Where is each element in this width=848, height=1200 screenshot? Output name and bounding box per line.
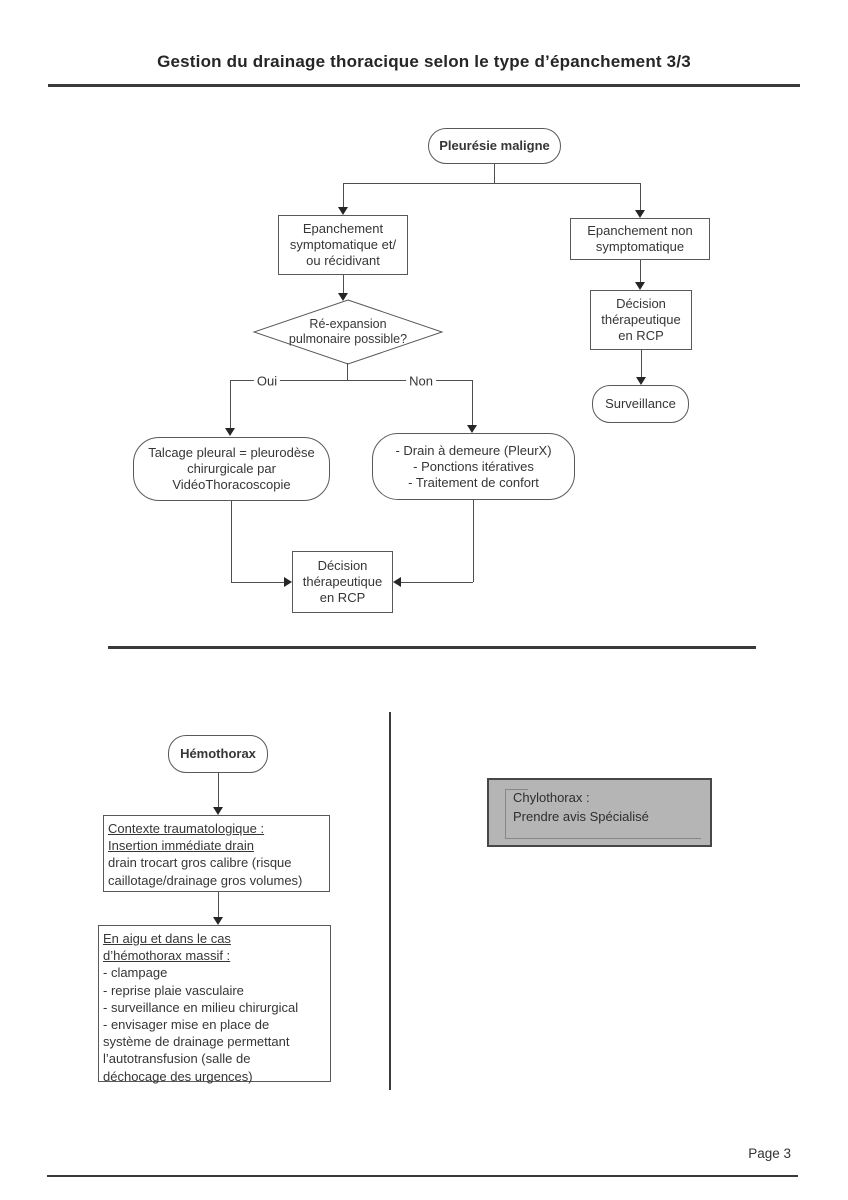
node-label: Pleurésie maligne [439, 138, 550, 153]
connector-line [343, 183, 344, 209]
hemothorax-box-trauma [103, 815, 330, 892]
text-line: drain trocart gros calibre (risque [108, 855, 292, 871]
node-line: Décision [616, 296, 666, 311]
node-talcage [133, 437, 330, 501]
text-line: caillotage/drainage gros volumes) [108, 872, 303, 888]
connector-line [230, 380, 231, 428]
arrowhead [635, 210, 645, 218]
connector-line [472, 380, 473, 426]
text-line: En aigu et dans le cas [103, 931, 231, 946]
hemothorax-box-aigu [98, 925, 331, 1082]
decision-diamond [252, 299, 444, 365]
connector-line [640, 183, 641, 211]
node-line: Ré-expansion [309, 317, 387, 331]
node-decision-rcp-center [292, 551, 393, 613]
node-line: pulmonaire possible? [288, 332, 408, 346]
arrowhead [225, 428, 235, 436]
connector-line [343, 183, 640, 184]
chylothorax-note [487, 778, 712, 847]
text-line: - clampage [103, 965, 168, 981]
arrowhead [467, 425, 477, 433]
decision-text [252, 299, 444, 365]
node-label: Hémothorax [180, 746, 256, 761]
node-line: en RCP [618, 328, 664, 343]
node-line: Epanchement [302, 221, 384, 236]
text-line: Insertion immédiate drain [108, 838, 254, 854]
section-divider [108, 646, 756, 649]
node-line: en RCP [319, 590, 366, 605]
node-hemothorax [168, 735, 268, 773]
footer-rule [47, 1175, 798, 1177]
node-line: Décision [317, 558, 368, 573]
connector-line [231, 582, 286, 583]
node-line: - Ponctions itératives [413, 458, 534, 474]
node-line: - Drain à demeure (PleurX) [395, 442, 552, 458]
title-rule [48, 84, 800, 87]
node-line: VidéoThoracoscopie [172, 477, 291, 492]
connector-line [218, 892, 219, 918]
text-line: Contexte traumatologique : [108, 821, 265, 836]
text-line: - reprise plaie vasculaire [103, 982, 244, 998]
node-decision-rcp-right [590, 290, 692, 350]
chylothorax-text [513, 788, 649, 826]
node-drain-demeure [372, 433, 575, 500]
text-line: l’autotransfusion (salle de [103, 1051, 251, 1067]
arrowhead [338, 207, 348, 215]
connector-line [343, 275, 344, 294]
connector-line [347, 363, 348, 380]
node-line: symptomatique et/ [289, 237, 397, 252]
label-oui: Oui [254, 374, 280, 389]
node-line: ou récidivant [306, 253, 380, 268]
arrowhead [635, 282, 645, 290]
connector-line [400, 582, 473, 583]
page-number: Page 3 [748, 1146, 791, 1161]
connector-line [231, 501, 232, 582]
page-title: Gestion du drainage thoracique selon le type d’épanchement 3/3 [157, 52, 691, 71]
text-line: Chylothorax : [513, 790, 590, 805]
arrowhead [284, 577, 292, 587]
text-line: - envisager mise en place de [103, 1017, 270, 1033]
node-label: Surveillance [605, 396, 676, 411]
arrowhead [213, 917, 223, 925]
node-line: thérapeutique [601, 312, 681, 327]
column-divider [389, 712, 391, 1090]
text-line: déchocage des urgences) [103, 1068, 253, 1084]
arrowhead [393, 577, 401, 587]
node-surveillance [592, 385, 689, 423]
connector-line [473, 500, 474, 582]
node-line: Epanchement non [587, 223, 693, 238]
text-line: système de drainage permettant [103, 1034, 290, 1050]
node-line: - Traitement de confort [408, 474, 539, 490]
arrowhead [213, 807, 223, 815]
connector-line [218, 773, 219, 808]
node-line: thérapeutique [302, 574, 383, 589]
node-epanchement-symptomatique [278, 215, 408, 275]
node-epanchement-non-symptomatique [570, 218, 710, 260]
arrowhead [636, 377, 646, 385]
label-non: Non [406, 374, 436, 389]
text-line: Prendre avis Spécialisé [513, 809, 649, 824]
node-line: chirurgicale par [187, 461, 276, 476]
connector-line [640, 260, 641, 283]
text-line: - surveillance en milieu chirurgical [103, 999, 299, 1015]
text-line: d’hémothorax massif : [103, 948, 231, 964]
connector-line [641, 350, 642, 378]
connector-line [494, 164, 495, 183]
node-pleuresie-maligne [428, 128, 561, 164]
node-line: Talcage pleural = pleurodèse [148, 445, 315, 460]
node-line: symptomatique [595, 239, 685, 254]
